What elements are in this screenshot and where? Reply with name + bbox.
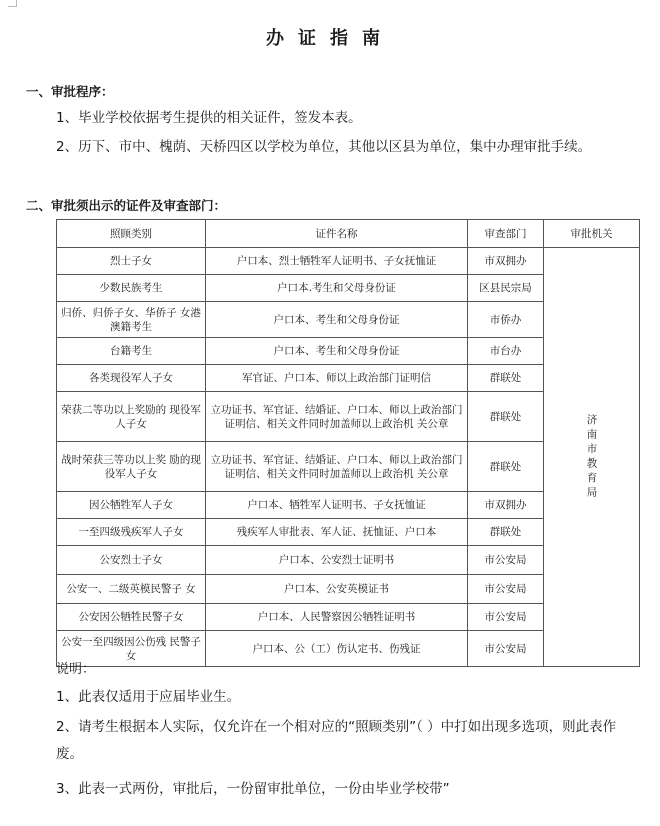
procedure-item-1: 1、毕业学校依据考生提供的相关证件，签发本表。 [56,110,362,126]
documents-cell: 立功证书、军官证、结婚证、户口本、师以上政治部门证明信、相关文件同时加盖师以上政治机 关公章 [206,392,468,442]
category-cell: 公安一至四级因公伤残 民警子女 [57,631,206,667]
documents-cell: 户口本、考生和父母身份证 [206,302,468,338]
dept-cell: 市公安局 [468,546,544,575]
category-cell: 公安因公牺牲民警子女 [57,604,206,631]
dept-cell: 群联处 [468,519,544,546]
procedure-item-2: 2、历下、市中、槐荫、天桥四区以学校为单位，其他以区县为单位，集中办理审批手续。 [56,139,592,155]
documents-cell: 户口本.考生和父母身份证 [206,275,468,302]
dept-cell: 区县民宗局 [468,275,544,302]
header-documents: 证件名称 [206,220,468,248]
documents-cell: 户口本、考生和父母身份证 [206,338,468,365]
page-corner-mark [8,0,17,7]
section-documents-heading: 二、审批须出示的证件及审查部门： [26,198,227,213]
dept-cell: 市双拥办 [468,492,544,519]
dept-cell: 市公安局 [468,631,544,667]
document-title: 办证指南 [266,28,394,49]
dept-cell: 市公安局 [468,575,544,604]
category-cell: 因公牺牲军人子女 [57,492,206,519]
section-approval-procedure-heading: 一、审批程序： [26,84,114,99]
category-cell: 一至四级残疾军人子女 [57,519,206,546]
documents-table [56,219,640,667]
dept-cell: 群联处 [468,392,544,442]
documents-cell: 户口本、公安烈士证明书 [206,546,468,575]
dept-cell: 市侨办 [468,302,544,338]
category-cell: 各类现役军人子女 [57,365,206,392]
documents-cell: 户口本、人民警察因公牺牲证明书 [206,604,468,631]
category-cell: 台籍考生 [57,338,206,365]
category-cell: 公安烈士子女 [57,546,206,575]
documents-cell: 残疾军人审批表、军人证、抚恤证、户口本 [206,519,468,546]
documents-cell: 立功证书、军官证、结婚证、户口本、师以上政治部门证明信、相关文件同时加盖师以上政治机 关公章 [206,442,468,492]
documents-cell: 户口本、公安英模证书 [206,575,468,604]
dept-cell: 群联处 [468,365,544,392]
category-cell: 战时荣获三等功以上奖 励的现役军人子女 [57,442,206,492]
category-cell: 荣获二等功以上奖励的 现役军人子女 [57,392,206,442]
dept-cell: 市台办 [468,338,544,365]
header-approval-authority: 审批机关 [544,220,640,248]
category-cell: 归侨、归侨子女、华侨子 女港澳籍考生 [57,302,206,338]
category-cell: 少数民族考生 [57,275,206,302]
documents-cell: 户口本、烈士牺牲军人证明书、子女抚恤证 [206,248,468,275]
dept-cell: 市双拥办 [468,248,544,275]
table-header-row [57,220,640,248]
documents-cell: 户口本、公（工）伤认定书、伤残证 [206,631,468,667]
category-cell: 烈士子女 [57,248,206,275]
documents-cell: 军官证、户口本、师以上政治部门证明信 [206,365,468,392]
dept-cell: 群联处 [468,442,544,492]
note-item-1: 1、此表仅适用于应届毕业生。 [56,689,241,705]
header-category: 照顾类别 [57,220,206,248]
dept-cell: 市公安局 [468,604,544,631]
notes-heading: 说明： [56,662,96,677]
category-cell: 公安一、二级英模民警子 女 [57,575,206,604]
note-item-3: 3、此表一式两份，审批后，一份留审批单位，一份由毕业学校带” [56,781,450,797]
authority-cell: 济南市教育局 [544,248,640,667]
documents-cell: 户口本、牺牲军人证明书、子女抚恤证 [206,492,468,519]
table-row [57,248,640,275]
note-item-2: 2、请考生根据本人实际，仅允许在一个相对应的“照顾类别”（ ）中打如出现多选项，则此表作废。 [56,719,617,762]
header-review-dept: 审查部门 [468,220,544,248]
